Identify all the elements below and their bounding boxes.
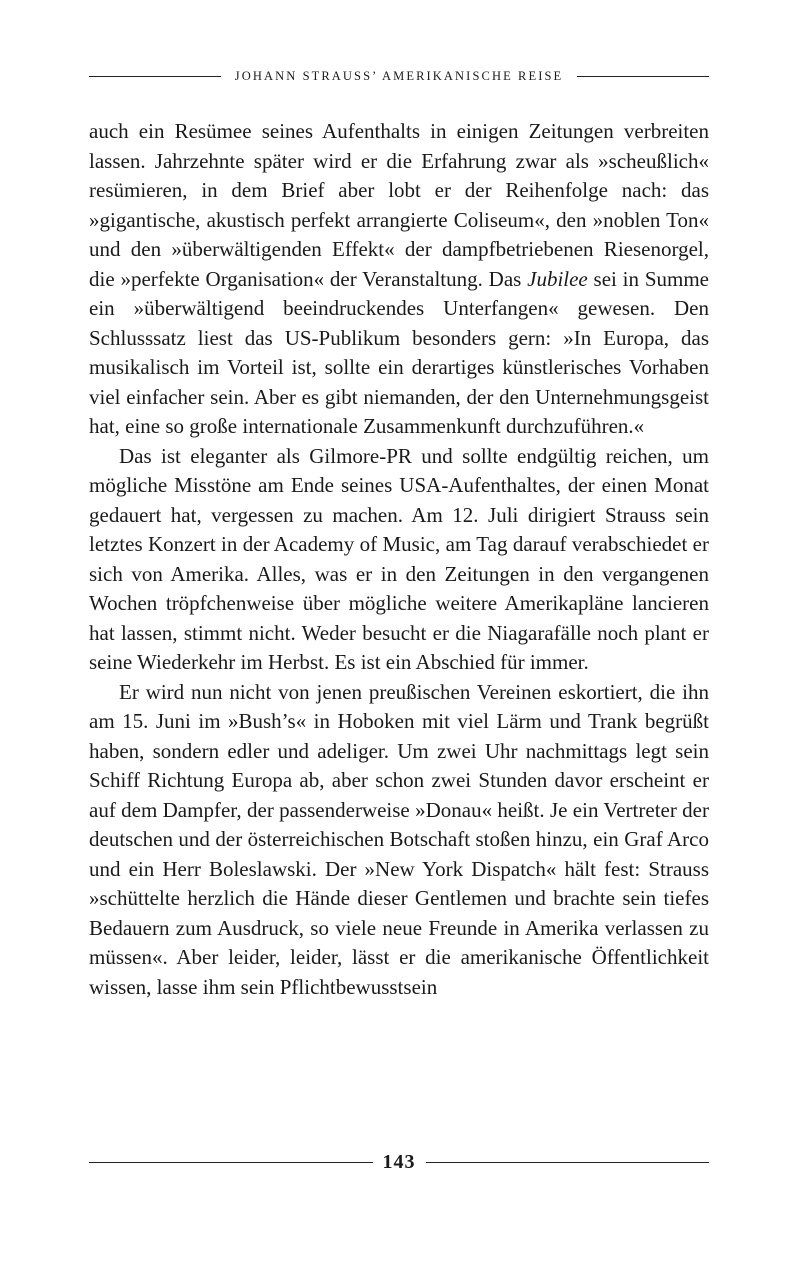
paragraph-1-part-1: auch ein Resümee seines Aufenthalts in einigen Zeitungen verbreiten lassen. Jahrzehnte später wird er die Erfahrung zwar als »scheußlich« resümieren, in dem Brief aber lobt er der Reihenfolge nach: das »gigantische, akustisch perfekt arrangierte Coliseum«, den »noblen Ton« und den »überwältigenden Effekt« der dampfbetriebenen Riesenorgel, die »perfekte Organisation« der Veranstaltung. Das bbox=[89, 119, 709, 291]
footer-rule-left bbox=[89, 1162, 373, 1163]
running-title: JOHANN STRAUSS’ AMERIKANISCHE REISE bbox=[234, 68, 564, 83]
body-text bbox=[89, 117, 709, 1002]
paragraph-2: Das ist eleganter als Gilmore-PR und sollte endgültig reichen, um mögliche Misstöne am Ende seines USA-Aufenthaltes, der einen Monat gedauert hat, vergessen zu machen. Am 12. Juli dirigiert Strauss sein letztes Konzert in der Academy of Music, am Tag darauf verabschiedet er sich von Amerika. Alles, was er in den Zeitungen in den vergangenen Wochen tröpfchenweise über mögliche weitere Amerikapläne lancieren hat lassen, stimmt nicht. Weder besucht er die Niagarafälle noch plant er seine Wiederkehr im Herbst. Es ist ein Abschied für immer. bbox=[89, 443, 709, 674]
paragraph-1-part-3: sei in Summe ein »überwältigend beeindruckendes Unterfangen« gewesen. Den Schlusssatz liest das US-Publikum besonders gern: »In Europa, das musikalisch im Vorteil ist, sollte ein derartiges künstlerisches Vorhaben viel einfacher sein. Aber es gibt niemanden, der den Unternehmungsgeist hat, eine so große internationale Zusammenkunft durchzuführen.« bbox=[89, 266, 709, 438]
paragraph-1 bbox=[89, 117, 709, 442]
running-header bbox=[89, 66, 709, 86]
page-number: 143 bbox=[382, 1150, 416, 1173]
page-footer bbox=[89, 1150, 709, 1174]
jubilee-italic: Jubilee bbox=[527, 266, 588, 291]
header-rule-right bbox=[577, 76, 709, 77]
footer-rule-right bbox=[426, 1162, 710, 1163]
header-rule-left bbox=[89, 76, 221, 77]
paragraph-3: Er wird nun nicht von jenen preußischen Vereinen eskortiert, die ihn am 15. Juni im »Bush’s« in Hoboken mit viel Lärm und Trank begrüßt haben, sondern edler und adeliger. Um zwei Uhr nachmittags legt sein Schiff Richtung Europa ab, aber schon zwei Stunden davor erscheint er auf dem Dampfer, der passenderweise »Donau« heißt. Je ein Vertreter der deutschen und der österreichischen Botschaft stoßen hinzu, ein Graf Arco und ein Herr Boleslawski. Der »New York Dispatch« hält fest: Strauss »schüttelte herzlich die Hände dieser Gentlemen und brachte sein tiefes Bedauern zum Ausdruck, so viele neue Freunde in Amerika verlassen zu müssen«. Aber leider, leider, lässt er die amerikanische Öffentlichkeit wissen, lasse ihm sein Pflichtbewusstsein bbox=[89, 679, 709, 999]
